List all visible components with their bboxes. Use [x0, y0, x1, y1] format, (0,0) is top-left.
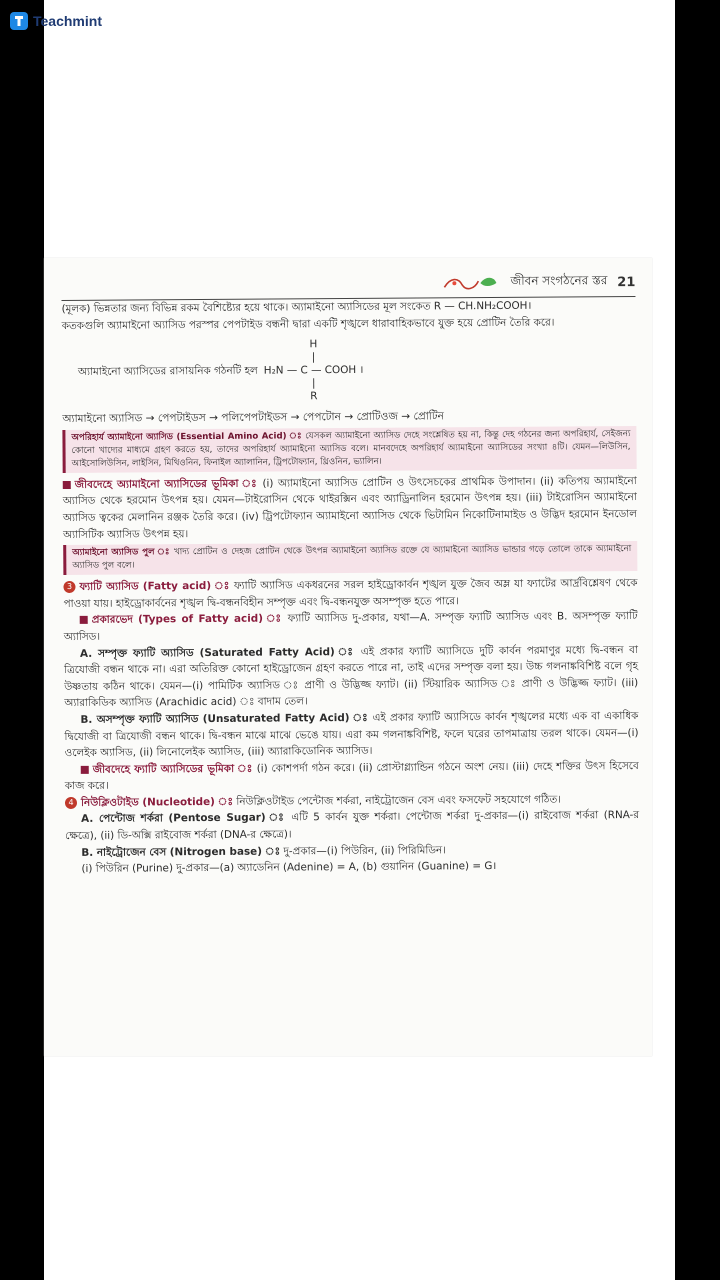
section-body: দু-প্রকার—(i) পিউরিন, (ii) পিরিমিডিন। [283, 843, 446, 858]
essential-amino-acid-box [62, 426, 636, 473]
section-heading: জীবদেহে অ্যামাইনো অ্যাসিডের ভূমিকা ঃ [74, 477, 258, 491]
section-body: (i) অ্যামাইনো অ্যাসিড প্রোটিন ও উৎসেচকের প্রাথমিক উপাদান। (ii) কতিপয় অ্যামাইনো অ্যাসিড থেকে হরমোন উৎপন্ন হয়। যেমন—টাইরোসিন থেকে থাইরক্সিন এবং অ্যাড্রিনালিন হরমোন উৎপন্ন হয়। (iii) টাইরোসিন অ্যামাইনো অ্যাসিড ত্বকের মেলানিন রঞ্জক তৈরি করে। (iv) ট্রিপটোফ্যান অ্যামাইনো অ্যাসিড থেকে ভিটামিন নিকোটিনামাইড ও উদ্ভিদ হরমোন ইনডোল অ্যাসিটিক অ্যাসিড উৎপন্ন হয়। [62, 474, 638, 541]
book-page [44, 258, 652, 1056]
section-body: এই প্রকার ফ্যাটি অ্যাসিডে দুটি কার্বন পরমাণুর মধ্যে দ্বি-বন্ধন বা ত্রিযোজী বন্ধন থাকে না। এরা অতিরিক্ত কোনো হাইড্রোজেন গ্রহণ করতে পারে না, তাই এদের সম্পৃক্ত বলা হয়। উচ্চ গলনাঙ্কবিশিষ্ট বলে গৃহ উষ্ণতায় কঠিন থাকে। যেমন—(i) পামিটিক অ্যাসিড ঃ প্রাণী ও উদ্ভিজ্জ ফ্যাট। (ii) স্টিয়ারিক অ্যাসিড ঃ প্রাণী ও উদ্ভিজ্জ ফ্যাট। (iii) অ্যারাকিডিক অ্যাসিড (Arachidic acid) ঃ বাদাম তেল। [64, 643, 639, 710]
formula-top: H [309, 338, 318, 351]
types-paragraph [64, 608, 638, 645]
purine-paragraph: (i) পিউরিন (Purine) দু-প্রকার—(a) অ্যাডেনিন (Adenine) = A, (b) গুয়ানিন (Guanine) = G। [81, 860, 497, 876]
section-body: এই প্রকার ফ্যাটি অ্যাসিডে কার্বন শৃঙ্খলের মধ্যে এক বা একাধিক দ্বিযোজী বা ত্রিযোজী বন্ধন থাকে। দ্বি-বন্ধন মাঝে মাঝে ভেঙে যায়। এরা কম গলনাঙ্কবিশিষ্ট, ফলে ঘরের তাপমাত্রায় তরল থাকে। যেমন—(i) ওলেইক অ্যাসিড, (ii) লিনোলেইক অ্যাসিড, (iii) অ্যারাকিডোনিক অ্যাসিড। [64, 709, 639, 760]
box-heading: অপরিহার্য অ্যামাইনো অ্যাসিড (Essential Amino Acid) ঃ [71, 431, 303, 443]
square-bullet-icon [80, 616, 88, 624]
section-body: নিউক্লিওটাইড পেন্টোজ শর্করা, নাইট্রোজেন বেস এবং ফসফেট সহযোগে গঠিত। [236, 793, 562, 808]
section-heading: B. নাইট্রোজেন বেস (Nitrogen base) ঃ [81, 845, 281, 859]
page-number: 21 [617, 274, 636, 290]
protein-flow: অ্যামাইনো অ্যাসিড → পেপটাইডস → পলিপেপটাইডস → পেপটোন → প্রোটিওজ → প্রোটিন [62, 410, 444, 426]
section-number-badge: 4 [65, 797, 77, 809]
section-heading: B. অসম্পৃক্ত ফ্যাটি অ্যাসিড (Unsaturated Fatty Acid) ঃ [80, 711, 369, 726]
logo-text: Teachmint [33, 13, 102, 29]
section-body: ফ্যাটি অ্যাসিড দু-প্রকার, যথা—A. সম্পৃক্ত ফ্যাটি অ্যাসিড এবং B. অসম্পৃক্ত ফ্যাটি অ্যাসিড। [63, 610, 638, 643]
page-content [61, 297, 639, 878]
amino-role-paragraph [63, 473, 637, 543]
paragraph: কতকগুলি অ্যামাইনো অ্যাসিড পরস্পর পেপটাইড বন্ধনী দ্বারা একটি শৃঙ্খলে ধারাবাহিকভাবে যুক্ত হয়ে প্রোটিন তৈরি করে। [61, 316, 555, 332]
structural-formula: H | H₂N — C — COOH । | R [263, 338, 364, 403]
teachmint-logo[interactable] [10, 10, 102, 32]
amino-acid-pool-box [63, 541, 637, 575]
box-heading: অ্যামাইনো অ্যাসিড পুল ঃ [72, 547, 171, 559]
section-body: (i) কোশপর্দা গঠন করে। (ii) প্রোস্টাগ্ল্যান্ডিন গঠনে অংশ নেয়। (iii) দেহে শক্তির উৎস হিসেবে কাজ করে। [64, 759, 639, 793]
fatty-role-paragraph [65, 758, 639, 795]
formula-intro: অ্যামাইনো অ্যাসিডের রাসায়নিক গঠনটি হল [77, 365, 258, 379]
square-bullet-icon [63, 481, 71, 489]
section-heading: নিউক্লিওটাইড (Nucleotide) ঃ [80, 795, 234, 809]
section-body: ফ্যাটি অ্যাসিড একধরনের সরল হাইড্রোকার্বন শৃঙ্খল যুক্ত জৈব অম্ল যা ফ্যাটের আর্দ্রবিশ্লেষণ থেকে পাওয়া যায়। হাইড্রোকার্বনের শৃঙ্খল দ্বি-বন্ধনবিহীন সম্পৃক্ত এবং দ্বি-বন্ধনযুক্ত অসম্পৃক্ত হতে পারে। [63, 577, 638, 610]
chapter-title: জীবন সংগঠনের স্তর [510, 273, 608, 288]
fatty-acid-paragraph [63, 575, 637, 612]
section-body: এটি 5 কার্বন যুক্ত শর্করা। পেন্টোজ শর্করা দু-প্রকার—(i) রাইবোজ শর্করা (RNA-র ক্ষেত্রে), (ii) ডি-অক্সি রাইবোজ শর্করা (DNA-র ক্ষেত্রে)। [65, 809, 640, 843]
box-body: যেসকল অ্যামাইনো অ্যাসিড দেহে সংশ্লেষিত হয় না, কিন্তু দেহ গঠনের জন্য অপরিহার্য, সেইজন্য কোনো খাদ্যের মাধ্যমে গ্রহণ করতে হয়, তাদের অপরিহার্য অ্যামাইনো অ্যাসিড বলে। মানবদেহে অপরিহার্য অ্যামাইনো অ্যাসিডের সংখ্যা ৪টি। যেমন—লিউসিন, আইসোলিউসিন, লাইসিন, মিথিওনিন, ফিনাইল অ্যালানিন, ট্রিপটোফ্যান, থ্রিওনিন, ভ্যালিন। [71, 428, 631, 469]
section-heading: A. সম্পৃক্ত ফ্যাটি অ্যাসিড (Saturated Fatty Acid) ঃ [79, 645, 356, 660]
page-header [61, 270, 635, 301]
unsaturated-paragraph [64, 708, 638, 762]
box-body: খাদ্য প্রোটিন ও দেহজ প্রোটিন থেকে উৎপন্ন অ্যামাইনো অ্যাসিড রক্তে যে অ্যামাইনো অ্যাসিড ভান্ডার গড়ে তোলে তাকে অ্যামাইনো অ্যাসিড পুল বলে। [72, 544, 632, 572]
section-number-badge: 3 [63, 581, 75, 593]
square-bullet-icon [81, 766, 89, 774]
section-heading: ফ্যাটি অ্যাসিড (Fatty acid) ঃ [79, 579, 231, 594]
formula-mid: H₂N — C — COOH । [263, 364, 364, 377]
amino-acid-formula [78, 336, 636, 405]
saturated-paragraph [64, 642, 638, 712]
teachmint-logo-icon [10, 12, 28, 30]
section-heading: প্রকারভেদ (Types of Fatty acid) ঃ [91, 612, 283, 627]
leaf-decoration-icon [440, 273, 500, 293]
section-heading: A. পেন্টোজ শর্করা (Pentose Sugar) ঃ [81, 811, 286, 826]
section-heading: জীবদেহে ফ্যাটি অ্যাসিডের ভূমিকা ঃ [92, 762, 253, 776]
pentose-paragraph [65, 807, 639, 844]
formula-bottom: R [310, 390, 318, 403]
paragraph: (মূলক) ভিন্নতার জন্য বিভিন্ন রকম বৈশিষ্ট্যের হয়ে থাকে। অ্যামাইনো অ্যাসিডের মূল সংকেত R — CH.NH₂COOH। [61, 299, 532, 316]
